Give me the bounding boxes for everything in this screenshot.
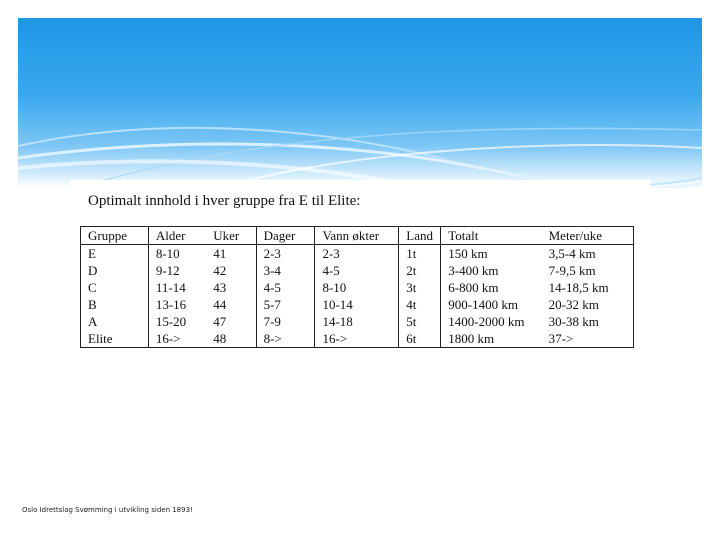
table-row: [81, 262, 634, 279]
table-cell: 37->: [548, 331, 574, 346]
table-cell: 8->: [256, 330, 315, 348]
table-cell: 4-5: [315, 262, 399, 279]
table-cell: 3-400 km: [441, 262, 542, 279]
table-row: [81, 245, 634, 263]
table-cell: 15-20: [148, 313, 206, 330]
table-cell: 44: [213, 297, 227, 312]
col-header-uker: Uker: [206, 227, 256, 245]
table-row: [81, 296, 634, 313]
table-cell: 6t: [399, 330, 441, 348]
table-cell: E: [88, 246, 96, 261]
col-header-totalt: Totalt: [441, 227, 542, 245]
table-row: [81, 313, 634, 330]
table-cell: 1400-2000 km: [441, 313, 542, 330]
table-row: [81, 330, 634, 348]
table-cell: 4t: [399, 296, 441, 313]
table-cell: 42: [213, 263, 227, 278]
table-cell: 6-800 km: [441, 279, 542, 296]
table-cell: 10-14: [315, 296, 399, 313]
table-cell: 3-4: [256, 262, 315, 279]
col-header-alder: Alder: [148, 227, 206, 245]
table-cell: A: [88, 314, 98, 329]
table-cell: B: [88, 297, 97, 312]
table-header-row: [81, 227, 634, 245]
header-decoration: [18, 18, 702, 188]
footer-text: Oslo Idrettslag Svømming i utvikling siden 1893!: [22, 506, 193, 514]
table-cell: 16->: [148, 330, 206, 348]
col-header-gruppe: Gruppe: [81, 227, 149, 245]
table-cell: 20-32 km: [548, 297, 599, 312]
col-header-dager: Dager: [256, 227, 315, 245]
table-cell: 48: [213, 331, 227, 346]
table-cell: 47: [213, 314, 227, 329]
table-cell: 8-10: [315, 279, 399, 296]
table-cell: 7-9: [256, 313, 315, 330]
table-cell: 150 km: [441, 245, 542, 263]
table-cell: 8-10: [148, 245, 206, 263]
table-cell: 5-7: [256, 296, 315, 313]
wave-lines-decoration: [18, 18, 702, 188]
table-cell: 2t: [399, 262, 441, 279]
table-cell: 43: [213, 280, 227, 295]
table-row: [81, 279, 634, 296]
table-cell: 14-18: [315, 313, 399, 330]
table-title: Optimalt innhold i hver gruppe fra E til Elite:: [88, 193, 361, 209]
table-cell: 5t: [399, 313, 441, 330]
table-cell: D: [88, 263, 98, 278]
table-cell: 1t: [399, 245, 441, 263]
group-table: [80, 226, 634, 348]
table-cell: 3,5-4 km: [548, 246, 596, 261]
table-cell: 2-3: [256, 245, 315, 263]
table-cell: 9-12: [148, 262, 206, 279]
col-header-land: Land: [399, 227, 441, 245]
table-cell: 3t: [399, 279, 441, 296]
table-cell: 900-1400 km: [441, 296, 542, 313]
table-cell: 2-3: [315, 245, 399, 263]
table-cell: 16->: [315, 330, 399, 348]
table-cell: 1800 km: [441, 330, 542, 348]
table-cell: C: [88, 280, 97, 295]
col-header-meter-uke: Meter/uke: [542, 227, 634, 245]
table-cell: Elite: [88, 331, 113, 346]
table-cell: 7-9,5 km: [548, 263, 596, 278]
table-cell: 14-18,5 km: [548, 280, 609, 295]
table-cell: 41: [213, 246, 227, 261]
table-cell: 4-5: [256, 279, 315, 296]
table-cell: 13-16: [148, 296, 206, 313]
col-header-vann-okter: Vann økter: [315, 227, 399, 245]
table-cell: 11-14: [148, 279, 206, 296]
table-cell: 30-38 km: [548, 314, 599, 329]
